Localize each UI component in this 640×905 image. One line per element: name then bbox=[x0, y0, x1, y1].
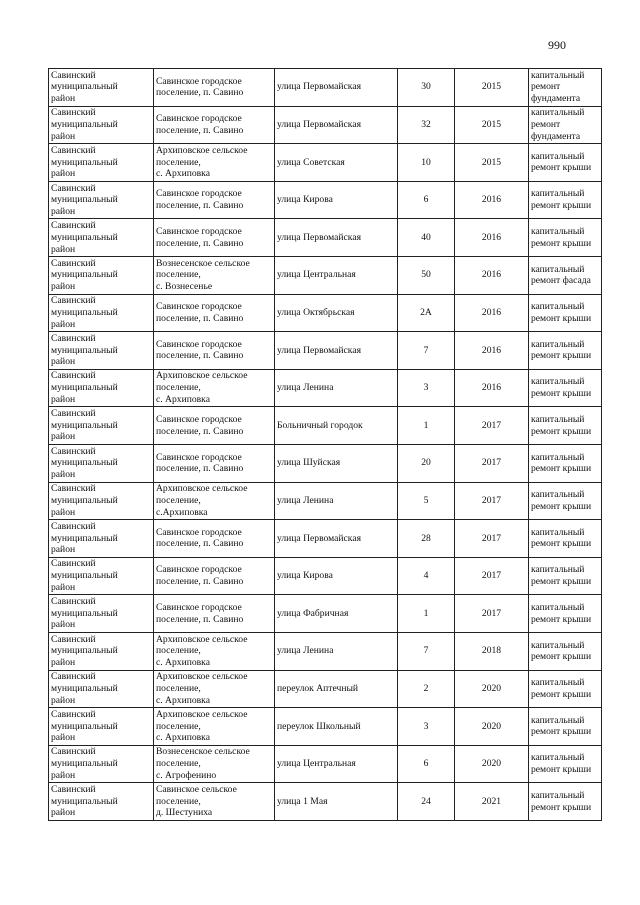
year-cell: 2018 bbox=[455, 632, 529, 670]
settlement-cell: Архиповское сельское поселение, с. Архиповка bbox=[154, 144, 275, 182]
table-row bbox=[49, 181, 602, 219]
year-cell: 2015 bbox=[455, 69, 529, 107]
table-body bbox=[49, 69, 602, 821]
district-cell: Савинский муниципальный район bbox=[49, 632, 154, 670]
table-row bbox=[49, 632, 602, 670]
district-cell: Савинский муниципальный район bbox=[49, 444, 154, 482]
year-cell: 2020 bbox=[455, 670, 529, 708]
district-cell: Савинский муниципальный район bbox=[49, 407, 154, 445]
district-cell: Савинский муниципальный район bbox=[49, 520, 154, 558]
table-row bbox=[49, 69, 602, 107]
table-row bbox=[49, 745, 602, 783]
year-cell: 2016 bbox=[455, 256, 529, 294]
work-type-cell: капитальный ремонт крыши bbox=[529, 219, 602, 257]
district-cell: Савинский муниципальный район bbox=[49, 482, 154, 520]
work-type-cell: капитальный ремонт крыши bbox=[529, 444, 602, 482]
settlement-cell: Савинское городское поселение, п. Савино bbox=[154, 332, 275, 370]
house-number-cell: 10 bbox=[398, 144, 455, 182]
street-cell: улица Ленина bbox=[275, 482, 398, 520]
settlement-cell: Савинское городское поселение, п. Савино bbox=[154, 69, 275, 107]
table-row bbox=[49, 557, 602, 595]
street-cell: улица Ленина bbox=[275, 369, 398, 407]
work-type-cell: капитальный ремонт крыши bbox=[529, 369, 602, 407]
street-cell: улица Первомайская bbox=[275, 520, 398, 558]
work-type-cell: капитальный ремонт фасада bbox=[529, 256, 602, 294]
settlement-cell: Архиповское сельское поселение, с. Архиповка bbox=[154, 708, 275, 746]
street-cell: улица Кирова bbox=[275, 181, 398, 219]
work-type-cell: капитальный ремонт крыши bbox=[529, 482, 602, 520]
housing-repair-table bbox=[48, 68, 602, 821]
street-cell: переулок Аптечный bbox=[275, 670, 398, 708]
house-number-cell: 3 bbox=[398, 708, 455, 746]
work-type-cell: капитальный ремонт крыши bbox=[529, 332, 602, 370]
house-number-cell: 30 bbox=[398, 69, 455, 107]
district-cell: Савинский муниципальный район bbox=[49, 219, 154, 257]
year-cell: 2015 bbox=[455, 106, 529, 144]
house-number-cell: 7 bbox=[398, 332, 455, 370]
settlement-cell: Савинское городское поселение, п. Савино bbox=[154, 407, 275, 445]
house-number-cell: 4 bbox=[398, 557, 455, 595]
settlement-cell: Савинское городское поселение, п. Савино bbox=[154, 294, 275, 332]
house-number-cell: 1 bbox=[398, 595, 455, 633]
district-cell: Савинский муниципальный район bbox=[49, 708, 154, 746]
settlement-cell: Архиповское сельское поселение, с. Архиповка bbox=[154, 632, 275, 670]
settlement-cell: Савинское городское поселение, п. Савино bbox=[154, 106, 275, 144]
street-cell: улица Первомайская bbox=[275, 106, 398, 144]
street-cell: улица Первомайская bbox=[275, 69, 398, 107]
work-type-cell: капитальный ремонт крыши bbox=[529, 181, 602, 219]
table-row bbox=[49, 783, 602, 821]
table-row bbox=[49, 520, 602, 558]
house-number-cell: 2А bbox=[398, 294, 455, 332]
district-cell: Савинский муниципальный район bbox=[49, 294, 154, 332]
year-cell: 2016 bbox=[455, 294, 529, 332]
street-cell: улица Фабричная bbox=[275, 595, 398, 633]
year-cell: 2017 bbox=[455, 407, 529, 445]
house-number-cell: 1 bbox=[398, 407, 455, 445]
table-row bbox=[49, 708, 602, 746]
street-cell: улица Первомайская bbox=[275, 219, 398, 257]
table-row bbox=[49, 332, 602, 370]
settlement-cell: Архиповское сельское поселение, с. Архиповка bbox=[154, 369, 275, 407]
street-cell: улица Первомайская bbox=[275, 332, 398, 370]
table-row bbox=[49, 482, 602, 520]
year-cell: 2015 bbox=[455, 144, 529, 182]
year-cell: 2016 bbox=[455, 369, 529, 407]
house-number-cell: 28 bbox=[398, 520, 455, 558]
street-cell: улица Советская bbox=[275, 144, 398, 182]
district-cell: Савинский муниципальный район bbox=[49, 557, 154, 595]
year-cell: 2017 bbox=[455, 595, 529, 633]
district-cell: Савинский муниципальный район bbox=[49, 144, 154, 182]
house-number-cell: 24 bbox=[398, 783, 455, 821]
table-row bbox=[49, 106, 602, 144]
work-type-cell: капитальный ремонт крыши bbox=[529, 144, 602, 182]
street-cell: улица Ленина bbox=[275, 632, 398, 670]
house-number-cell: 50 bbox=[398, 256, 455, 294]
work-type-cell: капитальный ремонт крыши bbox=[529, 670, 602, 708]
work-type-cell: капитальный ремонт крыши bbox=[529, 407, 602, 445]
district-cell: Савинский муниципальный район bbox=[49, 369, 154, 407]
house-number-cell: 20 bbox=[398, 444, 455, 482]
settlement-cell: Савинское городское поселение, п. Савино bbox=[154, 557, 275, 595]
district-cell: Савинский муниципальный район bbox=[49, 595, 154, 633]
street-cell: улица Кирова bbox=[275, 557, 398, 595]
settlement-cell: Савинское городское поселение, п. Савино bbox=[154, 444, 275, 482]
street-cell: улица Шуйская bbox=[275, 444, 398, 482]
street-cell: Больничный городок bbox=[275, 407, 398, 445]
house-number-cell: 6 bbox=[398, 745, 455, 783]
year-cell: 2016 bbox=[455, 219, 529, 257]
street-cell: улица 1 Мая bbox=[275, 783, 398, 821]
work-type-cell: капитальный ремонт фундамента bbox=[529, 69, 602, 107]
year-cell: 2020 bbox=[455, 708, 529, 746]
year-cell: 2017 bbox=[455, 557, 529, 595]
work-type-cell: капитальный ремонт крыши bbox=[529, 294, 602, 332]
table-row bbox=[49, 670, 602, 708]
house-number-cell: 32 bbox=[398, 106, 455, 144]
house-number-cell: 2 bbox=[398, 670, 455, 708]
year-cell: 2016 bbox=[455, 332, 529, 370]
work-type-cell: капитальный ремонт фундамента bbox=[529, 106, 602, 144]
settlement-cell: Савинское городское поселение, п. Савино bbox=[154, 181, 275, 219]
district-cell: Савинский муниципальный район bbox=[49, 106, 154, 144]
district-cell: Савинский муниципальный район bbox=[49, 783, 154, 821]
work-type-cell: капитальный ремонт крыши bbox=[529, 632, 602, 670]
street-cell: переулок Школьный bbox=[275, 708, 398, 746]
table-row bbox=[49, 144, 602, 182]
year-cell: 2017 bbox=[455, 482, 529, 520]
house-number-cell: 5 bbox=[398, 482, 455, 520]
year-cell: 2020 bbox=[455, 745, 529, 783]
page-number: 990 bbox=[548, 38, 566, 52]
year-cell: 2017 bbox=[455, 444, 529, 482]
work-type-cell: капитальный ремонт крыши bbox=[529, 595, 602, 633]
table-row bbox=[49, 444, 602, 482]
year-cell: 2021 bbox=[455, 783, 529, 821]
street-cell: улица Центральная bbox=[275, 256, 398, 294]
district-cell: Савинский муниципальный район bbox=[49, 670, 154, 708]
street-cell: улица Центральная bbox=[275, 745, 398, 783]
settlement-cell: Вознесенское сельское поселение, с. Вознесенье bbox=[154, 256, 275, 294]
street-cell: улица Октябрьская bbox=[275, 294, 398, 332]
settlement-cell: Савинское городское поселение, п. Савино bbox=[154, 219, 275, 257]
table-row bbox=[49, 407, 602, 445]
settlement-cell: Вознесенское сельское поселение, с. Агрофенино bbox=[154, 745, 275, 783]
house-number-cell: 6 bbox=[398, 181, 455, 219]
district-cell: Савинский муниципальный район bbox=[49, 256, 154, 294]
table-row bbox=[49, 219, 602, 257]
work-type-cell: капитальный ремонт крыши bbox=[529, 708, 602, 746]
house-number-cell: 7 bbox=[398, 632, 455, 670]
settlement-cell: Архиповское сельское поселение, с. Архиповка bbox=[154, 670, 275, 708]
table-row bbox=[49, 369, 602, 407]
district-cell: Савинский муниципальный район bbox=[49, 745, 154, 783]
settlement-cell: Савинское городское поселение, п. Савино bbox=[154, 595, 275, 633]
work-type-cell: капитальный ремонт крыши bbox=[529, 520, 602, 558]
work-type-cell: капитальный ремонт крыши bbox=[529, 557, 602, 595]
house-number-cell: 40 bbox=[398, 219, 455, 257]
table-row bbox=[49, 256, 602, 294]
settlement-cell: Архиповское сельское поселение, с.Архиповка bbox=[154, 482, 275, 520]
house-number-cell: 3 bbox=[398, 369, 455, 407]
work-type-cell: капитальный ремонт крыши bbox=[529, 783, 602, 821]
year-cell: 2017 bbox=[455, 520, 529, 558]
table-row bbox=[49, 595, 602, 633]
table-row bbox=[49, 294, 602, 332]
district-cell: Савинский муниципальный район bbox=[49, 69, 154, 107]
year-cell: 2016 bbox=[455, 181, 529, 219]
district-cell: Савинский муниципальный район bbox=[49, 181, 154, 219]
settlement-cell: Савинское сельское поселение, д. Шестуниха bbox=[154, 783, 275, 821]
work-type-cell: капитальный ремонт крыши bbox=[529, 745, 602, 783]
district-cell: Савинский муниципальный район bbox=[49, 332, 154, 370]
settlement-cell: Савинское городское поселение, п. Савино bbox=[154, 520, 275, 558]
